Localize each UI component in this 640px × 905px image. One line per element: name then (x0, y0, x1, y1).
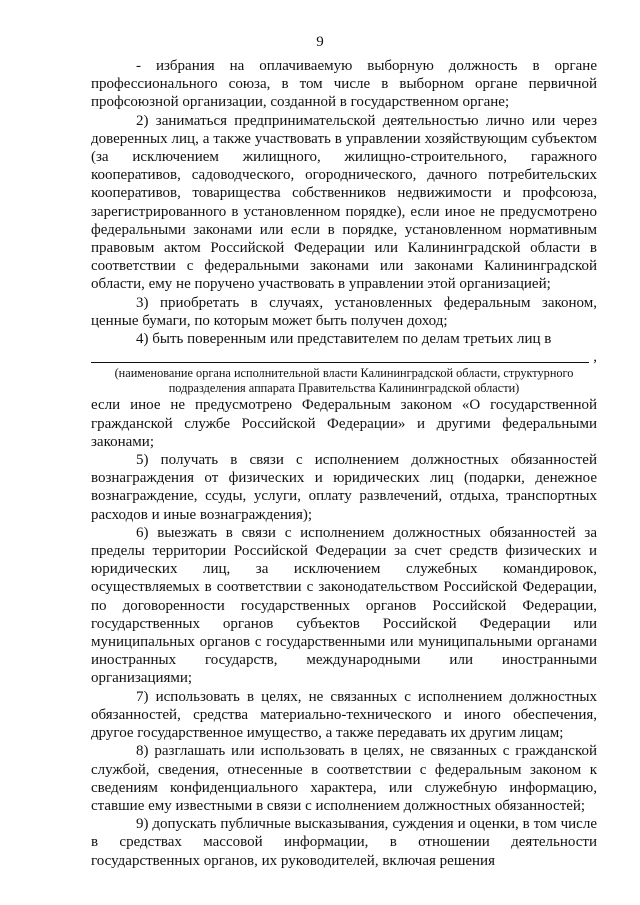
caption-line-2: подразделения аппарата Правительства Калининградской области) (168, 381, 520, 396)
paragraph-item-7: 7) использовать в целях, не связанных с исполнением должностных обязанностей, средства материально-технического и иного обеспечения, другое государственное имущество, а также передавать их другим лицам; (91, 688, 597, 742)
blank-underline (91, 362, 589, 363)
paragraph-item-9: 9) допускать публичные высказывания, суждения и оценки, в том числе в средствах массовой информации, в отношении деятельности государственных органов, их руководителей, включая решения (91, 816, 597, 869)
paragraph-item-2: 2) заниматься предпринимательской деятельностью лично или через доверенных лиц, а также участвовать в управлении хозяйствующим субъектом (за исключением жилищного, жилищно-строительного, гаражного кооперативов, садоводческого, огороднического, дачного потребительских кооперативов, товарищества собственников недвижимости и профсоюза, зарегистрированного в установленном порядке), если иное не предусмотрено федеральными законами или если в порядке, установленном нормативным правовым актом Российской Федерации или Калининградской области в соответствии с федеральными законами или законами Калининградской области, ему не поручено участвовать в управлении этой организацией; (91, 112, 597, 293)
fill-in-blank-line (91, 348, 597, 366)
blank-comma: , (593, 349, 597, 366)
paragraph-item-3: 3) приобретать в случаях, установленных федеральным законом, ценные бумаги, по которым может быть получен доход; (91, 294, 597, 329)
document-body (91, 57, 597, 870)
page-number: 9 (316, 34, 324, 50)
paragraph-item-4: 4) быть поверенным или представителем по делам третьих лиц в (136, 331, 552, 348)
paragraph-item-8: 8) разглашать или использовать в целях, не связанных с гражданской службой, сведения, отнесенные в соответствии с федеральным законом к сведениям конфиденциального характера, или служебную информацию, ставшие ему известными в связи с исполнением должностных обязанностей; (91, 743, 597, 814)
caption-line-1: (наименование органа исполнительной власти Калининградской области, структурного (114, 366, 574, 381)
blank-caption (91, 366, 597, 396)
paragraph-item-4-continuation: если иное не предусмотрено Федеральным законом «О государственной гражданской службе Российской Федерации» и другими федеральными законами; (91, 397, 597, 450)
paragraph-item-6: 6) выезжать в связи с исполнением должностных обязанностей за пределы территории Российской Федерации за счет средств физических и юридических лиц, за исключением служебных командировок, осуществляемых в соответствии с законодательством Российской Федерации, по договоренности государственных органов Российской Федерации, государственных органов субъектов Российской Федерации или муниципальных органов с государственными или муниципальными органами иностранных государств, международными или иностранными организациями; (91, 524, 597, 687)
paragraph-item-5: 5) получать в связи с исполнением должностных обязанностей вознаграждения от физических и юридических лиц (подарки, денежное вознаграждение, ссуды, услуги, оплату развлечений, отдыха, транспортных расходов и иные вознаграждения); (91, 452, 597, 523)
paragraph-election-clause: - избрания на оплачиваемую выборную должность в органе профессионального союза, в том числе в выборном органе первичной профсоюзной организации, созданной в государственном органе; (91, 58, 597, 111)
